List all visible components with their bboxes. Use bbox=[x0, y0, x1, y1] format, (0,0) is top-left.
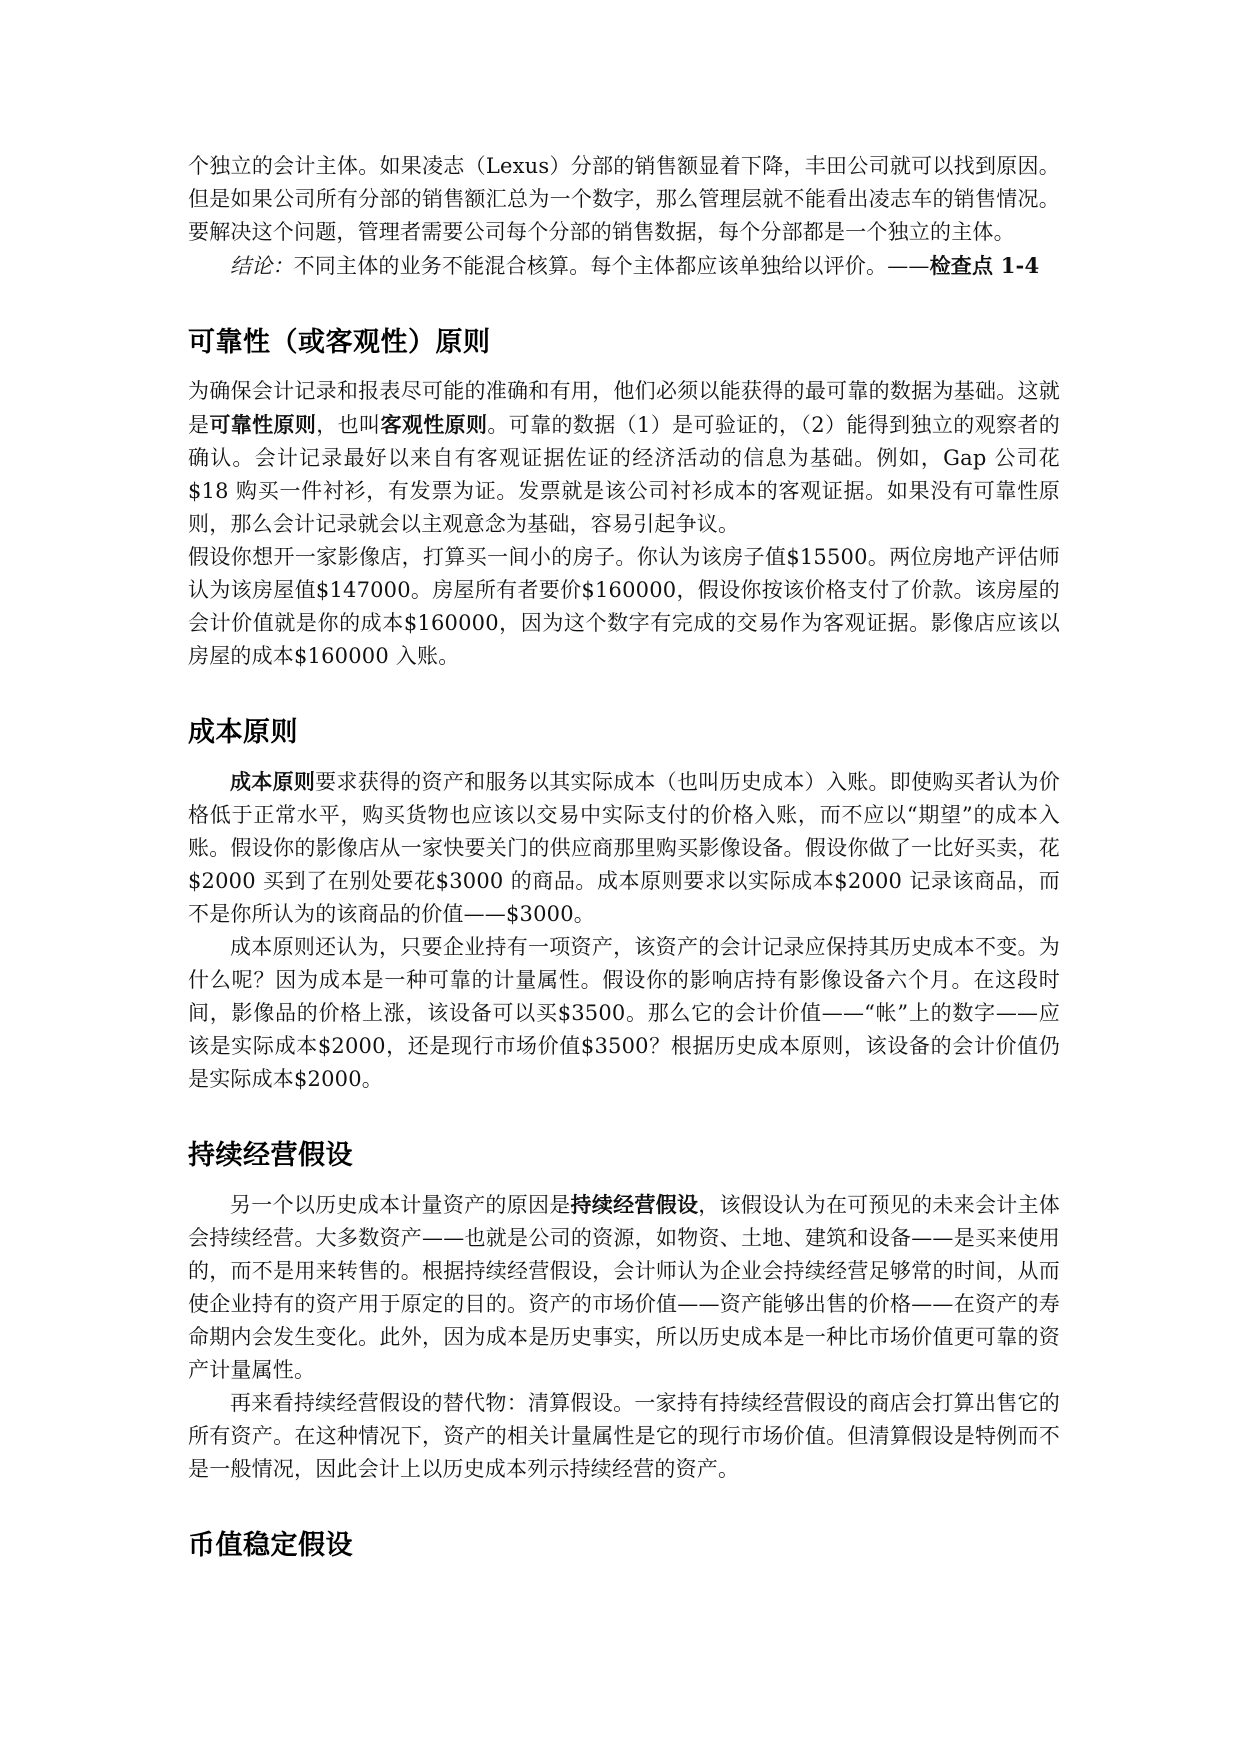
conclusion-label: 结论： bbox=[230, 254, 294, 278]
section-heading-going-concern: 持续经营假设 bbox=[188, 1140, 353, 1171]
checkpoint-reference: 检查点 1-4 bbox=[929, 253, 1040, 278]
conclusion-paragraph bbox=[188, 249, 1060, 283]
document-page bbox=[188, 150, 1060, 1564]
reliability-paragraph-1 bbox=[188, 375, 1060, 541]
going-concern-paragraph-2 bbox=[188, 1387, 1060, 1486]
cost-paragraph-2 bbox=[188, 931, 1060, 1096]
cost-text-b: 要求获得的资产和服务以其实际成本（也叫历史成本）入账。即使购买者认为价格低于正常水平，购买货物也应该以交易中实际支付的价格入账，而不应以“期望”的成本入账。假设你的影像店从一家快要关门的供应商那里购买影像设备。假设你做了一比好买卖，花$2000 买到了在别处要花$3000 的商品。成本原则要求以实际成本$2000 记录该商品，而不是你所认为的该商品的价值——$3000。 bbox=[188, 770, 1060, 926]
conclusion-text: 不同主体的业务不能混合核算。每个主体都应该单独给以评价。—— bbox=[293, 254, 930, 278]
reliability-term: 可靠性原则 bbox=[209, 412, 317, 437]
objectivity-term: 客观性原则 bbox=[380, 412, 488, 437]
liquidation-text: 再来看持续经营假设的替代物：清算假设。一家持有持续经营假设的商店会打算出售它的所有资产。在这种情况下，资产的相关计量属性是它的现行市场价值。但清算假设是特例而不是一般情况，因此会计上以历史成本列示持续经营的资产。 bbox=[188, 1391, 1060, 1481]
going-concern-term: 持续经营假设 bbox=[570, 1192, 699, 1217]
going-concern-text-c: ，该假设认为在可预见的未来会计主体会持续经营。大多数资产——也就是公司的资源，如物资、土地、建筑和设备——是买来使用的，而不是用来转售的。根据持续经营假设，会计师认为企业会持续经营足够常的时间，从而使企业持有的资产用于原定的目的。资产的市场价值——资产能够出售的价格——在资产的寿命期内会发生变化。此外，因为成本是历史事实，所以历史成本是一种比市场价值更可靠的资产计量属性。 bbox=[188, 1193, 1060, 1382]
going-concern-text-a: 另一个以历史成本计量资产的原因是 bbox=[230, 1193, 571, 1217]
reliability-text-c: ，也叫 bbox=[316, 413, 381, 437]
cost-example-text: 成本原则还认为，只要企业持有一项资产，该资产的会计记录应保持其历史成本不变。为什么呢？因为成本是一种可靠的计量属性。假设你的影响店持有影像设备六个月。在这段时间，影像品的价格上涨，该设备可以买$3500。那么它的会计价值——“帐”上的数字——应该是实际成本$2000，还是现行市场价值$3500？根据历史成本原则，该设备的会计价值仍是实际成本$2000。 bbox=[188, 935, 1060, 1091]
cost-term: 成本原则 bbox=[230, 769, 316, 794]
intro-paragraph bbox=[188, 150, 1060, 249]
section-heading-cost: 成本原则 bbox=[188, 717, 298, 748]
going-concern-paragraph-1 bbox=[188, 1188, 1060, 1387]
reliability-text-a: 为确保会计记录和报表尽可能的准确和有用，他们必须以能获得的最可靠的数据为基础。这就是 bbox=[188, 379, 1060, 437]
section-heading-reliability: 可靠性（或客观性）原则 bbox=[188, 327, 491, 358]
cost-paragraph-1 bbox=[188, 765, 1060, 931]
reliability-text-e: 。可靠的数据（1）是可验证的，（2）能得到独立的观察者的确认。会计记录最好以来自有客观证据佐证的经济活动的信息为基础。例如，Gap 公司花$18 购买一件衬衫，有发票为证。发票就是该公司衬衫成本的客观证据。如果没有可靠性原则，那么会计记录就会以主观意念为基础，容易引起争议。 bbox=[188, 413, 1061, 536]
reliability-example-text: 假设你想开一家影像店，打算买一间小的房子。你认为该房子值$15500。两位房地产评估师认为该房屋值$147000。房屋所有者要价$160000，假设你按该价格支付了价款。该房屋的会计价值就是你的成本$160000，因为这个数字有完成的交易作为客观证据。影像店应该以房屋的成本$160000 入账。 bbox=[188, 545, 1060, 668]
section-heading-monetary-unit: 币值稳定假设 bbox=[188, 1530, 353, 1561]
reliability-paragraph-2 bbox=[188, 541, 1060, 673]
intro-text: 个独立的会计主体。如果凌志（Lexus）分部的销售额显着下降，丰田公司就可以找到原因。但是如果公司所有分部的销售额汇总为一个数字，那么管理层就不能看出凌志车的销售情况。要解决这个问题，管理者需要公司每个分部的销售数据，每个分部都是一个独立的主体。 bbox=[188, 154, 1060, 244]
